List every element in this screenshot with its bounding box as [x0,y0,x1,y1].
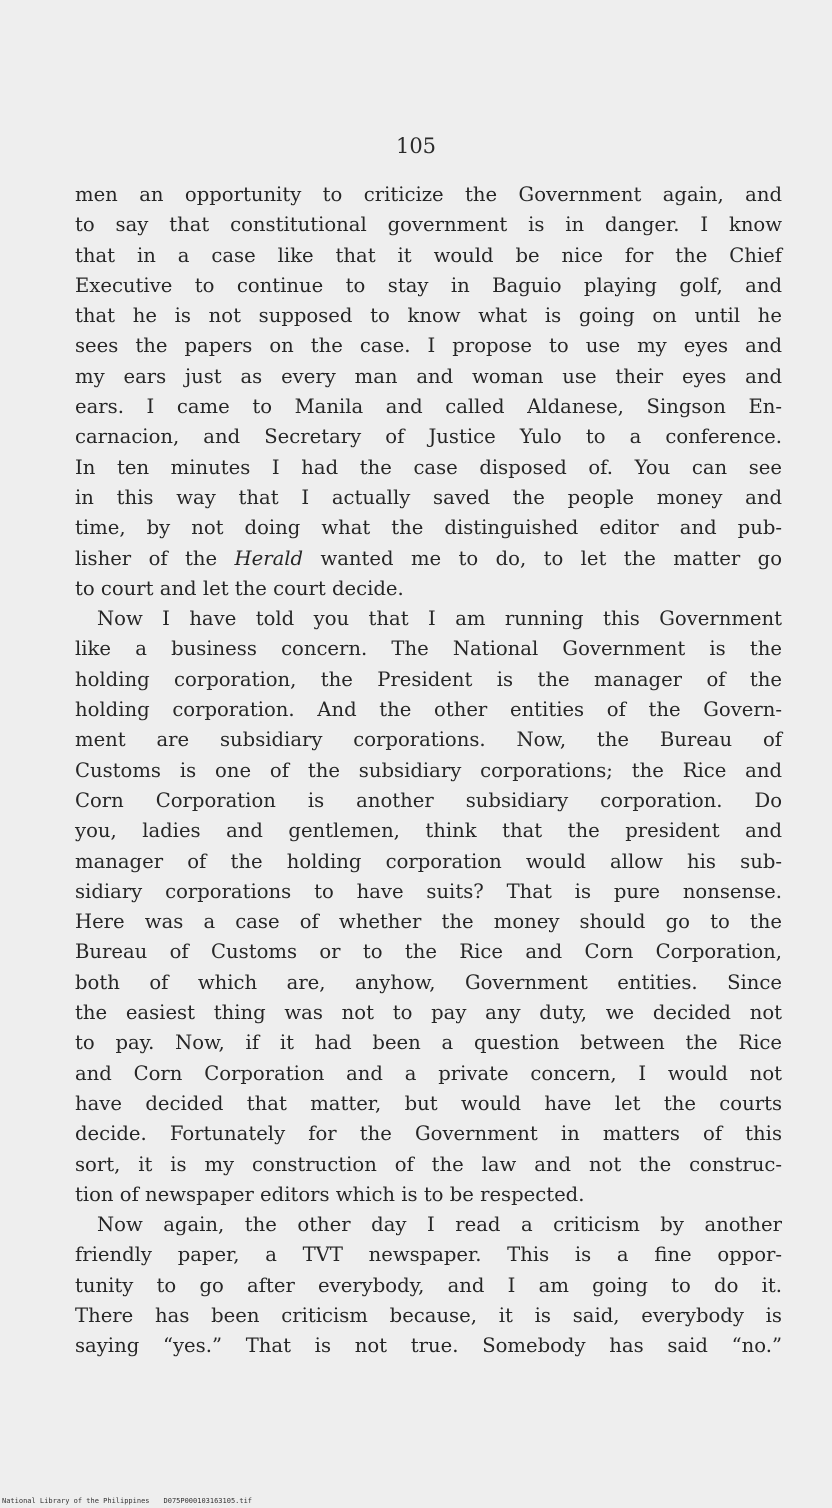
text-line: men an opportunity to criticize the Government again, and [75,183,782,206]
text-line: friendly paper, a TVT newspaper. This is a fine oppor- [75,1243,782,1267]
text-segment: wanted me to do, to let the matter go [303,546,782,570]
text-line: to court and let the court decide. [75,576,404,600]
text-line: saying “yes.” That is not true. Somebody has said “no.” [75,1334,782,1358]
text-line: holding corporation. And the other entities of the Govern- [75,698,782,722]
text-line: and Corn Corporation and a private concern, I would not [75,1061,782,1085]
text-line: the easiest thing was not to pay any duty, we decided not [75,1001,782,1025]
text-line: my ears just as every man and woman use their eyes and [75,364,782,388]
text-line-with-italic [75,544,782,574]
text-line: in this way that I actually saved the people money and [75,485,782,509]
text-line: ears. I came to Manila and called Aldanese, Singson En- [75,395,782,419]
footer-library: National Library of the Philippines [2,1497,150,1505]
text-line: that in a case like that it would be nice for the Chief [75,243,782,267]
text-line: like a business concern. The National Government is the [75,637,782,661]
paragraph-2 [75,604,782,1210]
text-line: to pay. Now, if it had been a question between the Rice [75,1031,782,1055]
text-line: tion of newspaper editors which is to be respected. [75,1182,585,1206]
text-line: to say that constitutional government is in danger. I know [75,213,782,237]
body-text [75,180,782,1362]
text-line: both of which are, anyhow, Government entities. Since [75,970,782,994]
text-line: Bureau of Customs or to the Rice and Corn Corporation, [75,940,782,964]
text-line: Now again, the other day I read a criticism by another [97,1213,782,1237]
footer-filename: D075P000103163105.tif [163,1497,253,1505]
text-line: holding corporation, the President is the manager of the [75,667,782,691]
text-line: sort, it is my construction of the law and not the construc- [75,1152,782,1176]
text-line: sidiary corporations to have suits? That is pure nonsense. [75,879,782,903]
text-line: Now I have told you that I am running this Government [97,607,782,631]
italic-title-herald: Herald [234,546,304,570]
text-line: manager of the holding corporation would allow his sub- [75,849,782,873]
text-line: There has been criticism because, it is said, everybody is [75,1303,782,1327]
text-line: Executive to continue to stay in Baguio playing golf, and [75,273,782,297]
paragraph-1 [75,180,782,604]
text-line: Customs is one of the subsidiary corporations; the Rice and [75,758,782,782]
text-line: have decided that matter, but would have let the courts [75,1091,782,1115]
text-line: carnacion, and Secretary of Justice Yulo to a conference. [75,425,782,449]
text-line: that he is not supposed to know what is going on until he [75,304,782,328]
paragraph-3 [75,1210,782,1361]
text-segment: lisher of the [75,546,235,570]
scan-footer [2,1497,252,1505]
text-line: you, ladies and gentlemen, think that the president and [75,819,782,843]
text-line: time, by not doing what the distinguished editor and pub- [75,516,782,540]
text-line: tunity to go after everybody, and I am going to do it. [75,1273,782,1297]
text-line: decide. Fortunately for the Government in matters of this [75,1122,782,1146]
text-line: In ten minutes I had the case disposed of. You can see [75,455,782,479]
page-number: 105 [395,134,437,158]
text-line: Here was a case of whether the money should go to the [75,910,782,934]
text-line: Corn Corporation is another subsidiary corporation. Do [75,788,782,812]
text-line: sees the papers on the case. I propose to use my eyes and [75,334,782,358]
text-line: ment are subsidiary corporations. Now, the Bureau of [75,728,782,752]
